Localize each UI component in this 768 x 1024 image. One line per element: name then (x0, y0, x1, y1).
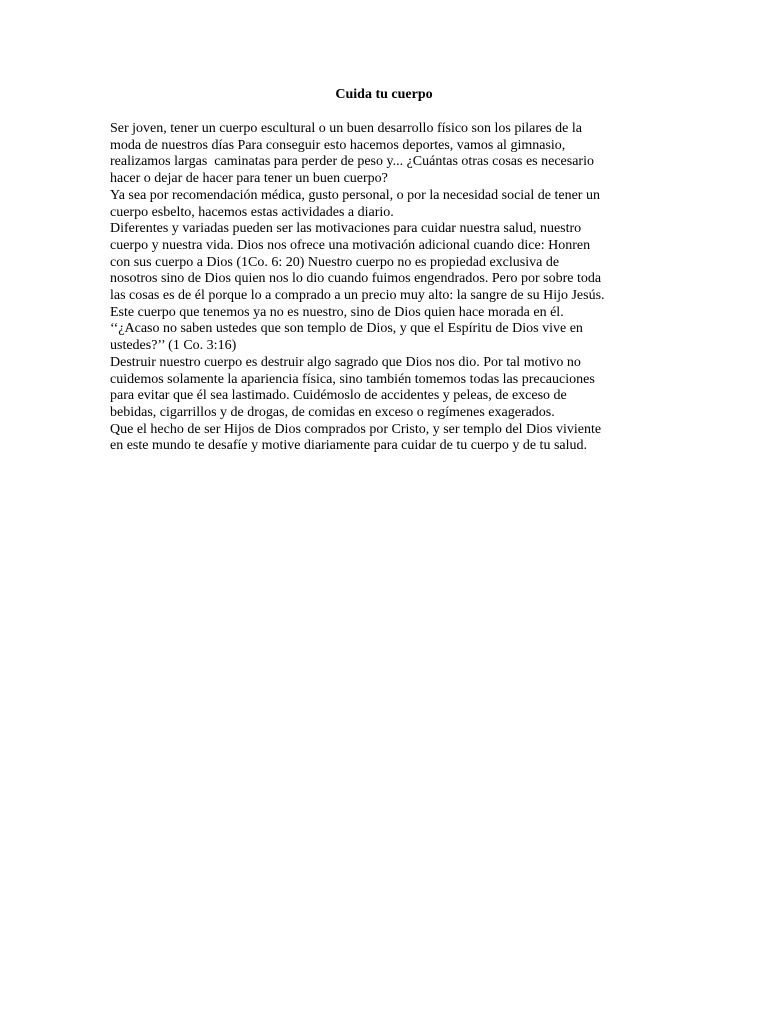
body-line-12: Este cuerpo que tenemos ya no es nuestro, sino de Dios quien hace morada en él. (110, 304, 564, 320)
body-line-16: cuidemos solamente la apariencia física, sino también tomemos todas las precauciones (110, 371, 595, 387)
body-line-6: cuerpo esbelto, hacemos estas actividades a diario. (110, 204, 394, 220)
body-line-7: Diferentes y variadas pueden ser las motivaciones para cuidar nuestra salud, nuestro (110, 221, 582, 237)
body-line-4: hacer o dejar de hacer para tener un buen cuerpo? (110, 171, 388, 187)
body-line-20: en este mundo te desafíe y motive diariamente para cuidar de tu cuerpo y de tu salud. (110, 438, 587, 454)
body-line-18: bebidas, cigarrillos y de drogas, de comidas en exceso o regímenes exagerados. (110, 404, 555, 420)
body-line-14: ustedes?’’ (1 Co. 3:16) (110, 338, 237, 354)
body-line-10: nosotros sino de Dios quien nos lo dio cuando fuimos engendrados. Pero por sobre toda (110, 271, 602, 287)
document-body (110, 121, 670, 455)
body-line-11: las cosas es de él porque lo a comprado a un precio muy alto: la sangre de su Hijo Jesús. (110, 288, 605, 304)
body-line-9: con sus cuerpo a Dios (1Co. 6: 20) Nuestro cuerpo no es propiedad exclusiva de (110, 254, 560, 270)
body-line-5: Ya sea por recomendación médica, gusto personal, o por la necesidad social de tener un (110, 187, 600, 203)
body-line-17: para evitar que él sea lastimado. Cuidémoslo de accidentes y peleas, de exceso de (110, 388, 567, 404)
body-line-15: Destruir nuestro cuerpo es destruir algo sagrado que Dios nos dio. Por tal motivo no (110, 354, 581, 370)
body-line-1: Ser joven, tener un cuerpo escultural o un buen desarrollo físico son los pilares de la (110, 121, 582, 136)
body-line-8: cuerpo y nuestra vida. Dios nos ofrece una motivación adicional cuando dice: Honren (110, 237, 591, 253)
body-line-13: ‘‘¿Acaso no saben ustedes que son templo de Dios, y que el Espíritu de Dios vive en (110, 321, 583, 337)
body-line-3: realizamos largas caminatas para perder de peso y... ¿Cuántas otras cosas es necesario (110, 154, 594, 170)
document-title: Cuida tu cuerpo (335, 87, 433, 102)
body-line-2: moda de nuestros días Para conseguir esto hacemos deportes, vamos al gimnasio, (110, 137, 566, 153)
body-line-19: Que el hecho de ser Hijos de Dios comprados por Cristo, y ser templo del Dios viviente (110, 421, 602, 437)
